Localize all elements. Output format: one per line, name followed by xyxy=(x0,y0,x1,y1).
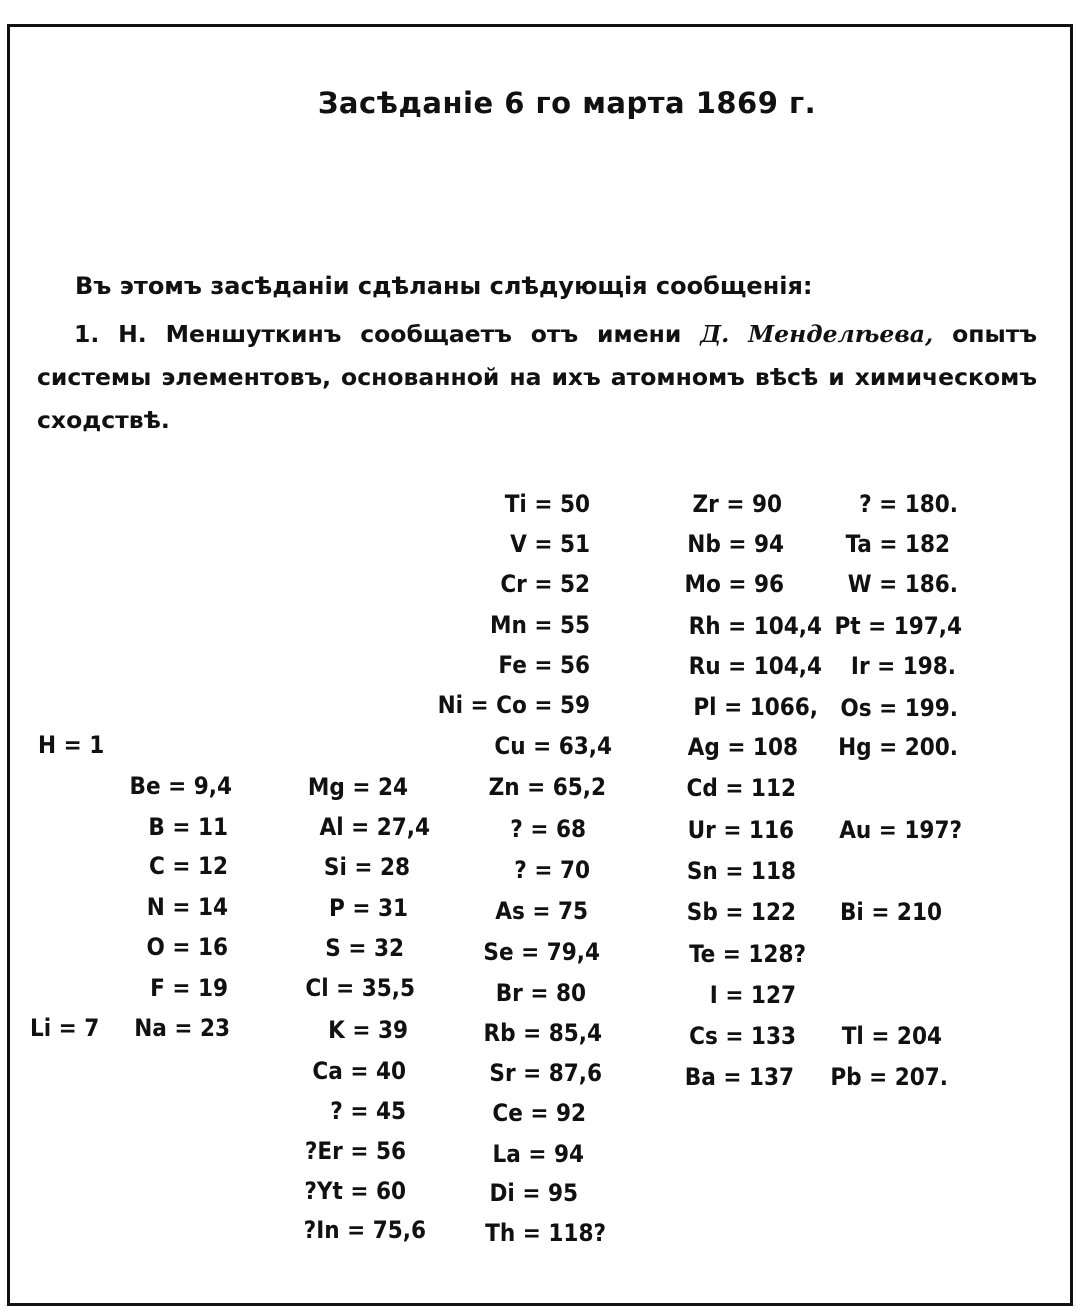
element-entry: B = 11 xyxy=(148,813,228,841)
element-entry: ? = 68 xyxy=(510,815,586,843)
element-entry: Cd = 112 xyxy=(686,774,796,802)
element-entry: Bi = 210 xyxy=(839,898,942,926)
element-entry: Nb = 94 xyxy=(687,530,784,558)
element-entry: Ir = 198. xyxy=(850,652,956,680)
element-entry: ? = 45 xyxy=(330,1097,406,1125)
element-entry: Sr = 87,6 xyxy=(489,1059,602,1087)
element-entry: ?Er = 56 xyxy=(304,1137,406,1165)
element-entry: As = 75 xyxy=(495,897,588,925)
element-entry: N = 14 xyxy=(146,893,228,921)
element-entry: C = 12 xyxy=(148,852,228,880)
element-entry: Rb = 85,4 xyxy=(483,1019,602,1047)
element-entry: ?Yt = 60 xyxy=(304,1177,406,1205)
element-entry: Cs = 133 xyxy=(689,1022,796,1050)
element-entry: ? = 70 xyxy=(514,856,590,884)
element-entry: W = 186. xyxy=(847,570,958,598)
element-entry: ? = 180. xyxy=(859,490,958,518)
element-entry: Li = 7 xyxy=(30,1014,100,1042)
element-entry: Mg = 24 xyxy=(307,773,408,801)
paragraph-text-end: опытъ системы элементовъ, основанной на ихъ атомномъ вѣсѣ и химическомъ сходствѣ. xyxy=(37,320,1037,434)
element-entry: Hg = 200. xyxy=(838,733,958,761)
element-entry: K = 39 xyxy=(328,1016,408,1044)
page-title: Засѣданіе 6 го марта 1869 г. xyxy=(317,86,817,120)
element-entry: Rh = 104,4 xyxy=(688,612,822,640)
element-entry: Ba = 137 xyxy=(684,1063,794,1091)
element-entry: Ni = Co = 59 xyxy=(437,691,590,719)
element-entry: Al = 27,4 xyxy=(319,813,430,841)
element-entry: Se = 79,4 xyxy=(483,938,600,966)
element-entry: Di = 95 xyxy=(489,1179,578,1207)
element-entry: Zn = 65,2 xyxy=(488,773,606,801)
element-entry: Ru = 104,4 xyxy=(688,652,822,680)
element-entry: Sn = 118 xyxy=(686,857,796,885)
element-entry: Ur = 116 xyxy=(687,816,794,844)
element-entry: Si = 28 xyxy=(323,853,410,881)
element-entry: Ag = 108 xyxy=(687,733,798,761)
element-entry: La = 94 xyxy=(492,1140,584,1168)
element-entry: P = 31 xyxy=(329,894,408,922)
element-entry: Fe = 56 xyxy=(498,651,590,679)
element-entry: V = 51 xyxy=(510,530,590,558)
element-entry: Sb = 122 xyxy=(686,898,796,926)
report-paragraph xyxy=(37,313,1037,442)
paragraph-text-start: Н. Меншуткинъ сообщаетъ отъ имени xyxy=(118,320,682,348)
element-entry: Be = 9,4 xyxy=(129,772,232,800)
item-number: 1. xyxy=(74,320,100,348)
author-name: Д. Менделѣева, xyxy=(700,320,934,348)
element-entry: O = 16 xyxy=(146,933,228,961)
element-entry: Os = 199. xyxy=(840,694,958,722)
element-entry: Ta = 182 xyxy=(845,530,950,558)
element-entry: Na = 23 xyxy=(134,1014,230,1042)
element-entry: Mo = 96 xyxy=(684,570,784,598)
element-entry: Pb = 207. xyxy=(830,1063,948,1091)
element-entry: Pl = 1066, xyxy=(693,693,818,721)
element-entry: F = 19 xyxy=(150,974,228,1002)
element-entry: Cl = 35,5 xyxy=(305,974,415,1002)
element-entry: Te = 128? xyxy=(689,940,806,968)
element-entry: Mn = 55 xyxy=(489,611,590,639)
element-entry: Cu = 63,4 xyxy=(494,732,612,760)
element-entry: Ca = 40 xyxy=(312,1057,406,1085)
section-heading: Въ этомъ засѣданіи сдѣланы слѣдующія сообщенія: xyxy=(75,272,813,300)
element-entry: Tl = 204 xyxy=(841,1022,942,1050)
element-entry: S = 32 xyxy=(325,934,404,962)
element-entry: I = 127 xyxy=(709,981,796,1009)
element-entry: H = 1 xyxy=(38,731,105,759)
element-entry: Cr = 52 xyxy=(500,570,590,598)
element-entry: ?In = 75,6 xyxy=(303,1216,426,1244)
element-entry: Zr = 90 xyxy=(692,490,782,518)
element-entry: Pt = 197,4 xyxy=(834,612,962,640)
element-entry: Br = 80 xyxy=(495,979,586,1007)
element-entry: Au = 197? xyxy=(839,816,962,844)
element-entry: Ti = 50 xyxy=(504,490,590,518)
element-entry: Ce = 92 xyxy=(492,1099,586,1127)
element-entry: Th = 118? xyxy=(485,1219,606,1247)
